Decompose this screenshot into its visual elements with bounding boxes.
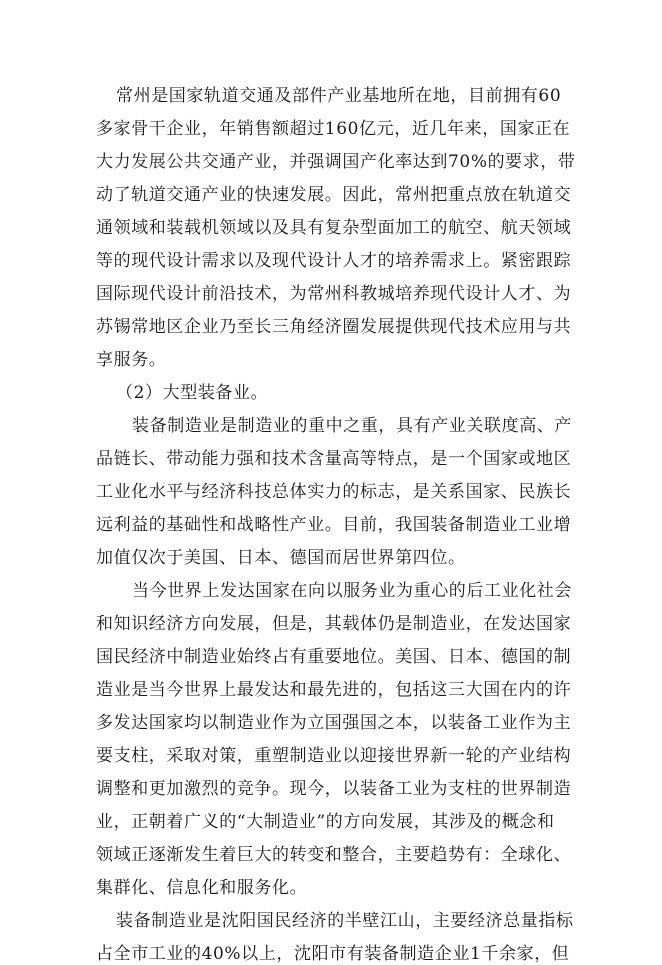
- text-line: 调整和更加激烈的竞争。现今，以装备工业为支柱的世界制造: [96, 779, 572, 799]
- text-line: 和知识经济方向发展，但是，其载体仍是制造业，在发达国家: [96, 614, 572, 634]
- text-line: 要支柱，采取对策，重塑制造业以迎接世界新一轮的产业结构: [96, 746, 572, 766]
- text-line: 通领域和装载机领域以及具有复杂型面加工的航空、航天领域: [96, 218, 572, 238]
- text-line: 品链长、带动能力强和技术含量高等特点，是一个国家或地区: [96, 449, 572, 469]
- text-line: 加值仅次于美国、日本、德国而居世界第四位。: [96, 548, 466, 568]
- text-line: 业，正朝着广义的“大制造业”的方向发展，其涉及的概念和: [96, 812, 555, 832]
- text-line: 国际现代设计前沿技术，为常州科教城培养现代设计人才、为: [96, 284, 572, 304]
- text-line: 等的现代设计需求以及现代设计人才的培养需求上。紧密跟踪: [96, 251, 572, 271]
- text-line: 大力发展公共交通产业，并强调国产化率达到70%的要求，带: [96, 152, 576, 172]
- text-line: 造业是当今世界上最发达和最先进的，包括这三大国在内的许: [96, 680, 572, 700]
- text-line: （2）大型装备业。: [116, 383, 269, 403]
- text-line: 常州是国家轨道交通及部件产业基地所在地，目前拥有60: [116, 86, 562, 106]
- text-line: 当今世界上发达国家在向以服务业为重心的后工业化社会: [132, 581, 572, 601]
- text-line: 国民经济中制造业始终占有重要地位。美国、日本、德国的制: [96, 647, 572, 667]
- text-line: 苏锡常地区企业乃至长三角经济圈发展提供现代技术应用与共: [96, 317, 572, 337]
- text-line: 远利益的基础性和战略性产业。目前，我国装备制造业工业增: [96, 515, 572, 535]
- text-line: 集群化、信息化和服务化。: [96, 878, 308, 898]
- text-line: 工业化水平与经济科技总体实力的标志，是关系国家、民族长: [96, 482, 572, 502]
- text-line: 领域正逐渐发生着巨大的转变和整合，主要趋势有：全球化、: [96, 845, 572, 865]
- text-line: 多家骨干企业，年销售额超过160亿元，近几年来，国家正在: [96, 119, 571, 139]
- text-line: 多发达国家均以制造业作为立国强国之本，以装备工业作为主: [96, 713, 572, 733]
- text-line: 享服务。: [96, 350, 167, 370]
- text-line: 装备制造业是沈阳国民经济的半壁江山，主要经济总量指标: [116, 911, 574, 931]
- text-line: 占全市工业的40%以上，沈阳市有装备制造企业1千余家，但: [96, 944, 570, 964]
- text-line: 装备制造业是制造业的重中之重，具有产业关联度高、产: [132, 416, 572, 436]
- text-line: 动了轨道交通产业的快速发展。因此，常州把重点放在轨道交: [96, 185, 572, 205]
